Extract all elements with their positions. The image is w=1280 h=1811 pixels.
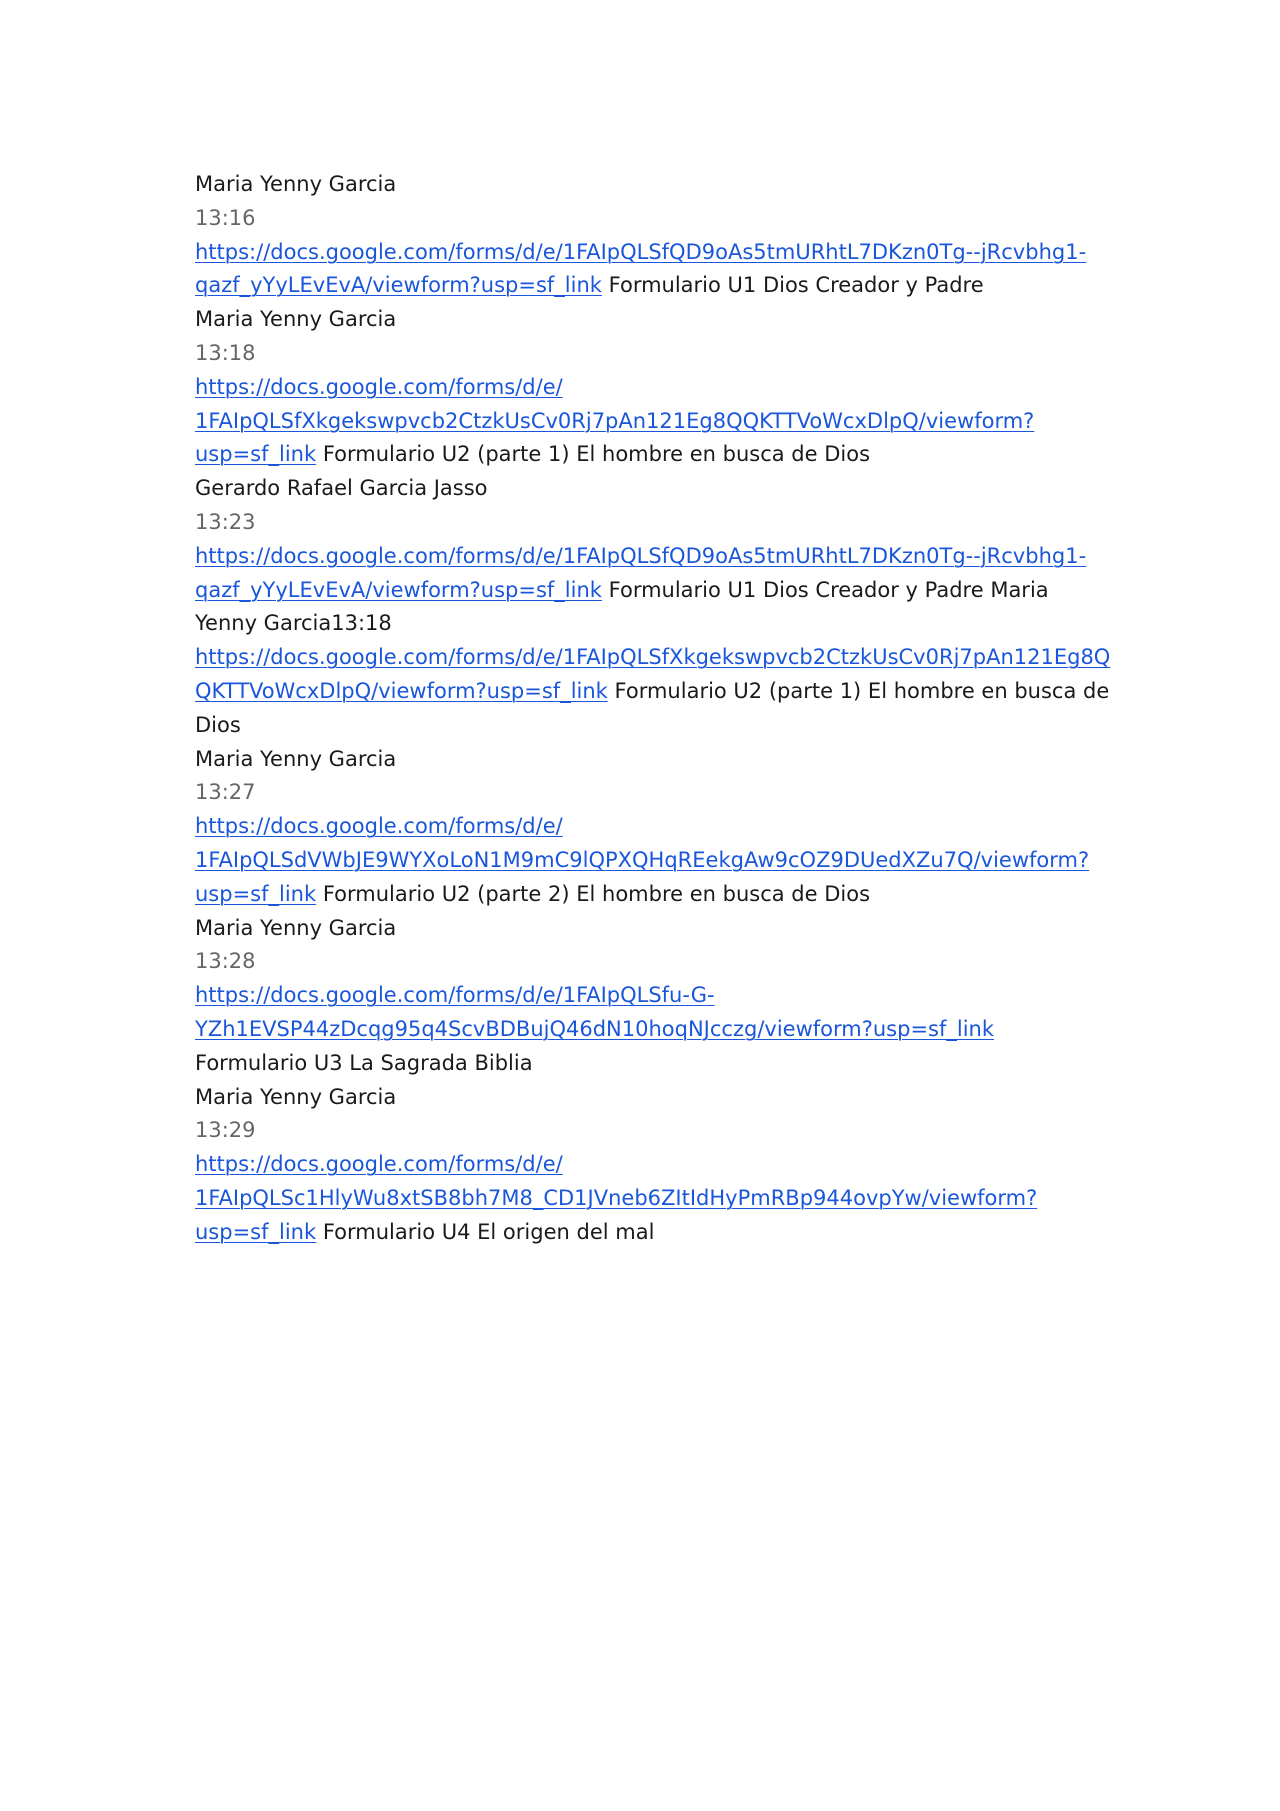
form-description: Dios [195,712,241,737]
form-link[interactable]: QKTTVoWcxDlpQ/viewform?usp=sf_link [195,678,608,703]
message-time: 13:27 [195,780,256,805]
message-time: 13:23 [195,509,256,534]
form-link[interactable]: https://docs.google.com/forms/d/e/ [195,374,563,399]
form-link[interactable]: 1FAIpQLSc1HlyWu8xtSB8bh7M8_CD1JVneb6ZItIdHyPmRBp944ovpYw/viewform? [195,1185,1038,1210]
form-link[interactable]: qazf_yYyLEvEvA/viewform?usp=sf_link [195,577,602,602]
form-link[interactable]: https://docs.google.com/forms/d/e/1FAIpQLSfXkgekswpvcb2CtzkUsCv0Rj7pAn121Eg8Q [195,645,1111,670]
form-description: Formulario U2 (parte 2) El hombre en busca de Dios [322,881,871,906]
message-time: 13:18 [195,340,256,365]
document-page [195,168,1111,1250]
message-entry [195,1081,1095,1250]
form-link[interactable]: usp=sf_link [195,442,317,467]
message-time: 13:29 [195,1118,256,1143]
message-time: 13:16 [195,205,256,230]
form-link[interactable]: 1FAIpQLSfXkgekswpvcb2CtzkUsCv0Rj7pAn121Eg8QQKTTVoWcxDlpQ/viewform? [195,408,1035,433]
quoted-author-time: Yenny Garcia13:18 [195,611,392,636]
form-description: Formulario U4 El origen del mal [322,1219,655,1244]
form-description: Formulario U2 (parte 1) El hombre en busca de [614,678,1110,703]
form-description: Formulario U3 La Sagrada Biblia [195,1050,533,1075]
message-author: Maria Yenny Garcia [195,915,397,940]
message-entry [195,168,1095,303]
form-link[interactable]: https://docs.google.com/forms/d/e/ [195,1152,563,1177]
form-description: Formulario U1 Dios Creador y Padre [608,273,984,298]
form-link[interactable]: https://docs.google.com/forms/d/e/ [195,814,563,839]
message-author: Maria Yenny Garcia [195,172,397,196]
message-author: Maria Yenny Garcia [195,1084,397,1109]
form-link[interactable]: https://docs.google.com/forms/d/e/1FAIpQLSfQD9oAs5tmURhtL7DKzn0Tg--jRcvbhg1- [195,239,1087,264]
message-author: Gerardo Rafael Garcia Jasso [195,476,488,501]
form-description: Formulario U1 Dios Creador y Padre Maria [608,577,1049,602]
form-link[interactable]: https://docs.google.com/forms/d/e/1FAIpQLSfu-G- [195,983,715,1008]
form-link[interactable]: https://docs.google.com/forms/d/e/1FAIpQLSfQD9oAs5tmURhtL7DKzn0Tg--jRcvbhg1- [195,543,1087,568]
message-entry [195,743,1095,912]
message-author: Maria Yenny Garcia [195,307,397,332]
message-time: 13:28 [195,949,256,974]
form-link[interactable]: usp=sf_link [195,1219,317,1244]
message-entry [195,912,1095,1081]
message-entry [195,303,1095,472]
form-link[interactable]: 1FAIpQLSdVWbJE9WYXoLoN1M9mC9lQPXQHqREekgAw9cOZ9DUedXZu7Q/viewform? [195,847,1090,872]
form-description: Formulario U2 (parte 1) El hombre en busca de Dios [322,442,871,467]
form-link[interactable]: qazf_yYyLEvEvA/viewform?usp=sf_link [195,273,602,298]
form-link[interactable]: YZh1EVSP44zDcqg95q4ScvBDBujQ46dN10hoqNJcczg/viewform?usp=sf_link [195,1016,995,1041]
message-entry [195,472,1111,742]
form-link[interactable]: usp=sf_link [195,881,317,906]
message-author: Maria Yenny Garcia [195,746,397,771]
